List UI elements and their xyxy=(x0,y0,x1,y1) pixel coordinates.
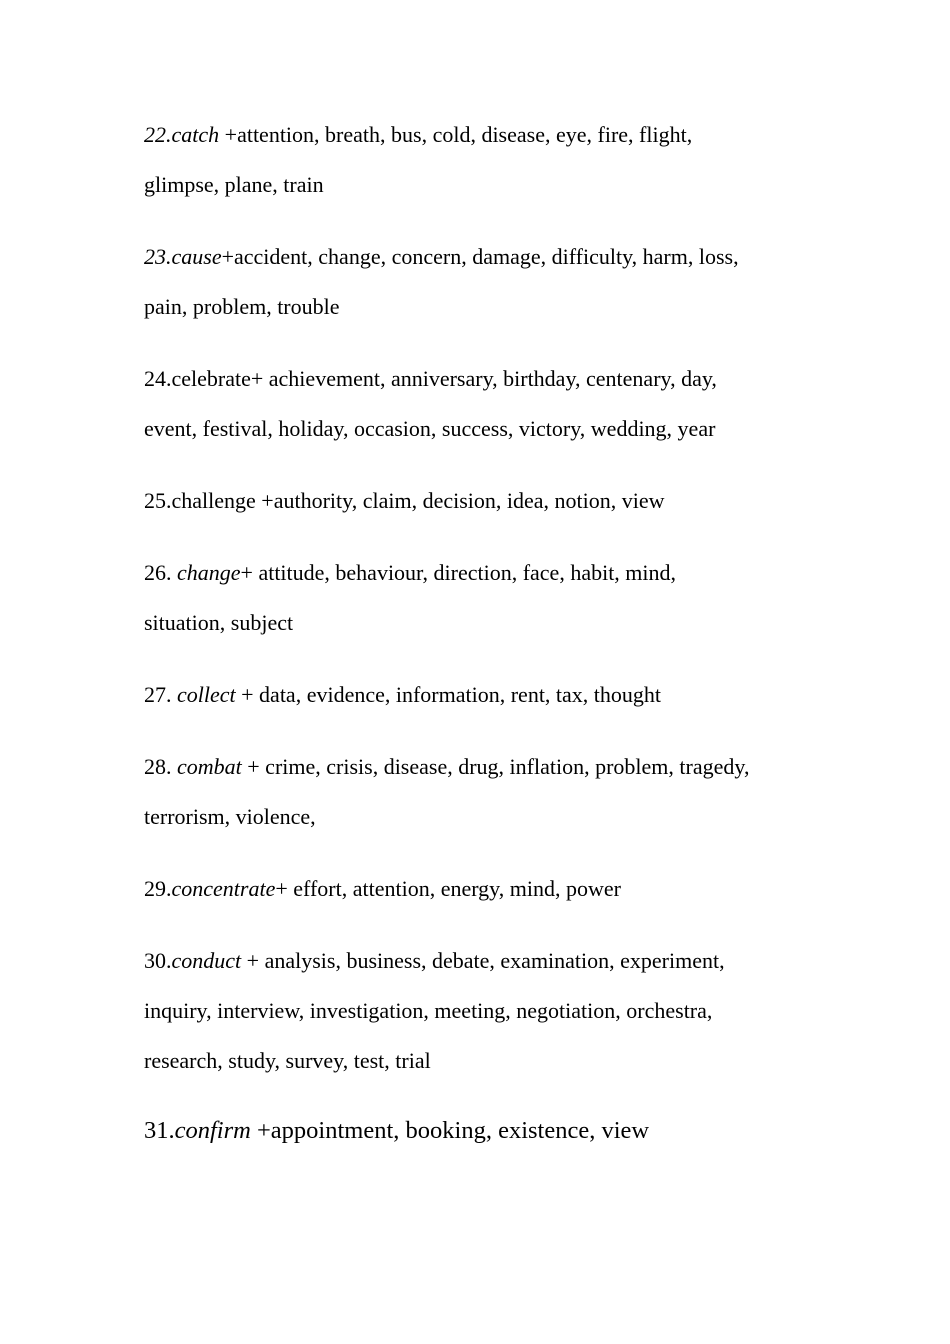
collocates-continued: research, study, survey, test, trial xyxy=(144,1048,431,1073)
headword: change xyxy=(177,560,241,585)
collocates: +appointment, booking, existence, view xyxy=(250,1117,650,1144)
collocates-continued: pain, problem, trouble xyxy=(144,294,340,319)
entry-number: 23. xyxy=(144,244,172,269)
collocates: + attitude, behaviour, direction, face, habit, mind, xyxy=(240,560,677,585)
collocation-entry-24 xyxy=(144,354,824,454)
entry-number: 22. xyxy=(144,122,172,147)
entry-line xyxy=(144,1106,824,1156)
entry-number: 29. xyxy=(144,876,172,901)
headword: celebrate xyxy=(171,366,251,391)
entry-line xyxy=(144,354,824,404)
headword: confirm xyxy=(174,1117,251,1144)
headword: concentrate xyxy=(171,876,276,901)
headword: combat xyxy=(177,754,242,779)
entry-line xyxy=(144,670,824,720)
collocation-entry-28 xyxy=(144,742,824,842)
collocation-entry-29 xyxy=(144,864,824,914)
entry-line xyxy=(144,936,824,986)
collocates: + data, evidence, information, rent, tax, thought xyxy=(235,682,662,707)
collocation-entry-25 xyxy=(144,476,824,526)
entry-number: 26. xyxy=(144,560,177,585)
collocation-entry-27 xyxy=(144,670,824,720)
collocates-continued: event, festival, holiday, occasion, success, victory, wedding, year xyxy=(144,416,716,441)
collocates: +attention, breath, bus, cold, disease, eye, fire, flight, xyxy=(219,122,693,147)
entry-number: 31. xyxy=(144,1117,175,1144)
entry-line xyxy=(144,864,824,914)
headword: cause xyxy=(171,244,222,269)
collocates: + achievement, anniversary, birthday, centenary, day, xyxy=(250,366,717,391)
entry-number: 28. xyxy=(144,754,177,779)
entry-line xyxy=(144,742,824,792)
headword: catch xyxy=(171,122,220,147)
collocates-continued: inquiry, interview, investigation, meeting, negotiation, orchestra, xyxy=(144,998,713,1023)
collocation-entry-30 xyxy=(144,936,824,1086)
collocates-continued: glimpse, plane, train xyxy=(144,172,324,197)
entry-number: 27. xyxy=(144,682,177,707)
collocates-continued: situation, subject xyxy=(144,610,294,635)
collocation-entry-31 xyxy=(144,1106,824,1156)
headword: challenge xyxy=(171,488,256,513)
collocates: +authority, claim, decision, idea, notion, view xyxy=(255,488,665,513)
collocation-entry-26 xyxy=(144,548,824,648)
collocates: + effort, attention, energy, mind, power xyxy=(275,876,621,901)
headword: collect xyxy=(177,682,236,707)
collocates-continued: terrorism, violence, xyxy=(144,804,316,829)
entry-line xyxy=(144,476,824,526)
entry-number: 30. xyxy=(144,948,172,973)
entry-line xyxy=(144,110,824,160)
collocation-entry-22 xyxy=(144,110,824,210)
entry-number: 25. xyxy=(144,488,172,513)
collocation-entry-23 xyxy=(144,232,824,332)
headword: conduct xyxy=(171,948,242,973)
entry-number: 24. xyxy=(144,366,172,391)
entry-line xyxy=(144,232,824,282)
collocates: +accident, change, concern, damage, difficulty, harm, loss, xyxy=(221,244,739,269)
entry-line xyxy=(144,548,824,598)
collocates: + crime, crisis, disease, drug, inflation, problem, tragedy, xyxy=(241,754,750,779)
collocates: + analysis, business, debate, examination, experiment, xyxy=(241,948,725,973)
